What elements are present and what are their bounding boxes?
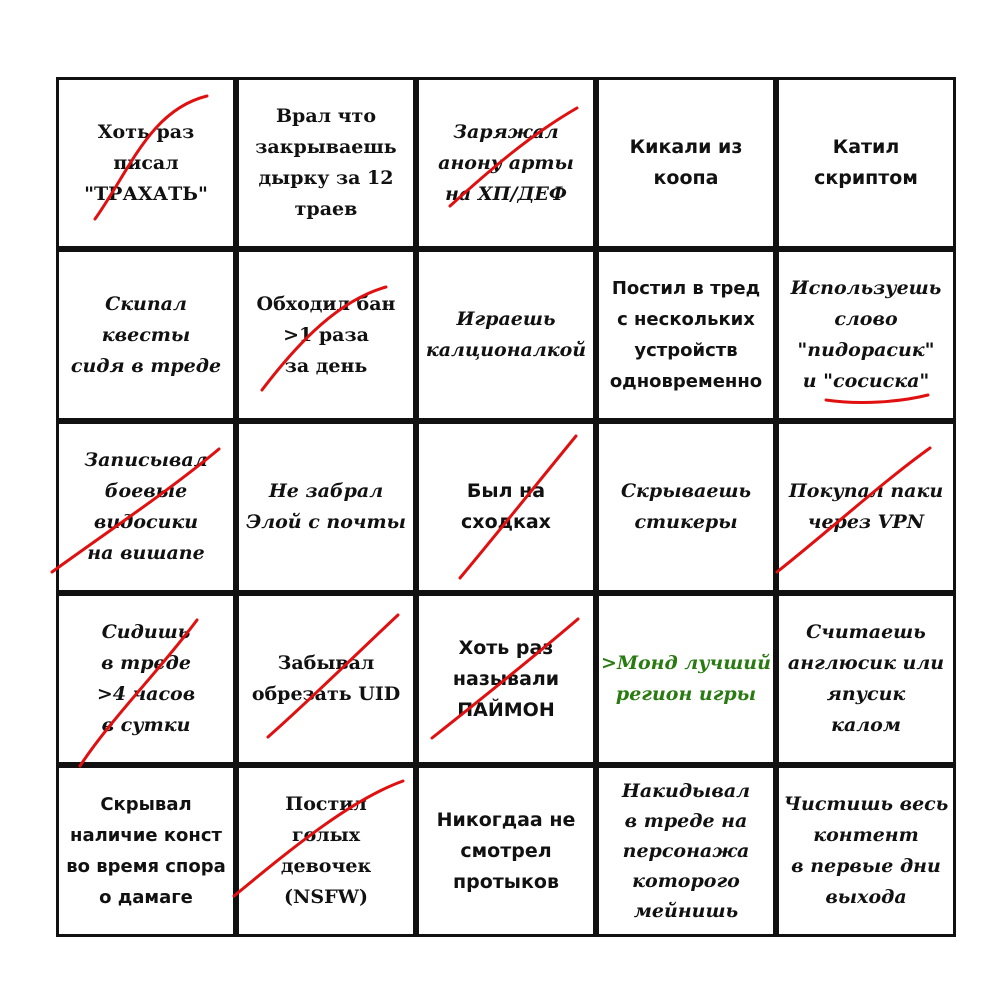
bingo-cell-text: Скрываешь стикеры	[620, 480, 752, 533]
bingo-grid	[56, 77, 956, 937]
bingo-cell-text: Катил скриптом	[814, 136, 918, 189]
bingo-cell[interactable]	[236, 249, 416, 421]
bingo-cell[interactable]	[416, 765, 596, 937]
bingo-cell-text: Считаешь англюсик или япусик калом	[787, 621, 945, 736]
bingo-cell-text: Записывал боевые видосики на вишапе	[84, 449, 208, 564]
bingo-cell[interactable]	[56, 765, 236, 937]
bingo-cell[interactable]	[236, 77, 416, 249]
bingo-cell[interactable]	[416, 593, 596, 765]
bingo-cell[interactable]	[596, 593, 776, 765]
bingo-cell[interactable]	[56, 249, 236, 421]
bingo-cell-text: Заряжал анону арты на ХП/ДЕФ	[438, 120, 574, 205]
bingo-cell-text: Сидишь в треде >4 часов в сутки	[96, 621, 196, 736]
bingo-cell[interactable]	[56, 77, 236, 249]
bingo-cell-text: Накидывал в треде на персонажа которого мейнишь	[621, 780, 751, 922]
bingo-cell-text: Постил голых девочек (NSFW)	[280, 793, 372, 908]
bingo-cell[interactable]	[776, 249, 956, 421]
bingo-cell[interactable]	[776, 593, 956, 765]
bingo-cell-text: Врал что закрываешь дырку за 12 траев	[255, 105, 397, 220]
bingo-cell-text: Кикали из коопа	[629, 136, 743, 189]
bingo-cell-text: Покупал паки через VPN	[788, 480, 944, 533]
bingo-cell-text: Не забрал Элой с почты	[246, 480, 406, 533]
bingo-cell-text: Постил в тред с нескольких устройств одновременно	[609, 278, 763, 392]
bingo-cell-text: Был на сходках	[461, 480, 551, 533]
bingo-cell[interactable]	[236, 593, 416, 765]
bingo-cell[interactable]	[416, 421, 596, 593]
bingo-cell-text: Хоть раз называли ПАЙМОН	[452, 636, 560, 721]
bingo-cell[interactable]	[776, 77, 956, 249]
bingo-cell-text: Чистишь весь контент в первые дни выхода	[783, 793, 949, 908]
bingo-cell[interactable]	[236, 421, 416, 593]
bingo-cell-text: Обходил бан >1 раза за день	[256, 292, 396, 377]
bingo-cell[interactable]	[596, 421, 776, 593]
bingo-cell[interactable]	[596, 765, 776, 937]
bingo-cell-text: Используешь слово "пидорасик" и "сосиска"	[790, 277, 942, 392]
bingo-cell[interactable]	[776, 421, 956, 593]
bingo-cell[interactable]	[416, 249, 596, 421]
bingo-cell[interactable]	[236, 765, 416, 937]
bingo-cell[interactable]	[416, 77, 596, 249]
bingo-cell[interactable]	[56, 421, 236, 593]
bingo-cell[interactable]	[776, 765, 956, 937]
bingo-cell-text: >Монд лучший регион игры	[601, 652, 771, 705]
bingo-cell-text: Забывал обрезать UID	[251, 652, 401, 705]
bingo-cell-text: Хоть раз писал "ТРАХАТЬ"	[84, 120, 208, 205]
bingo-cell-text: Играешь калционалкой	[425, 308, 587, 361]
bingo-cell-text: Скрывал наличие конст во время спора о дамаге	[66, 794, 226, 908]
bingo-cell[interactable]	[56, 593, 236, 765]
bingo-cell-text: Никогдаа не смотрел протыков	[436, 808, 576, 893]
bingo-cell-text: Скипал квесты сидя в треде	[70, 292, 222, 377]
bingo-cell[interactable]	[596, 77, 776, 249]
bingo-cell[interactable]	[596, 249, 776, 421]
